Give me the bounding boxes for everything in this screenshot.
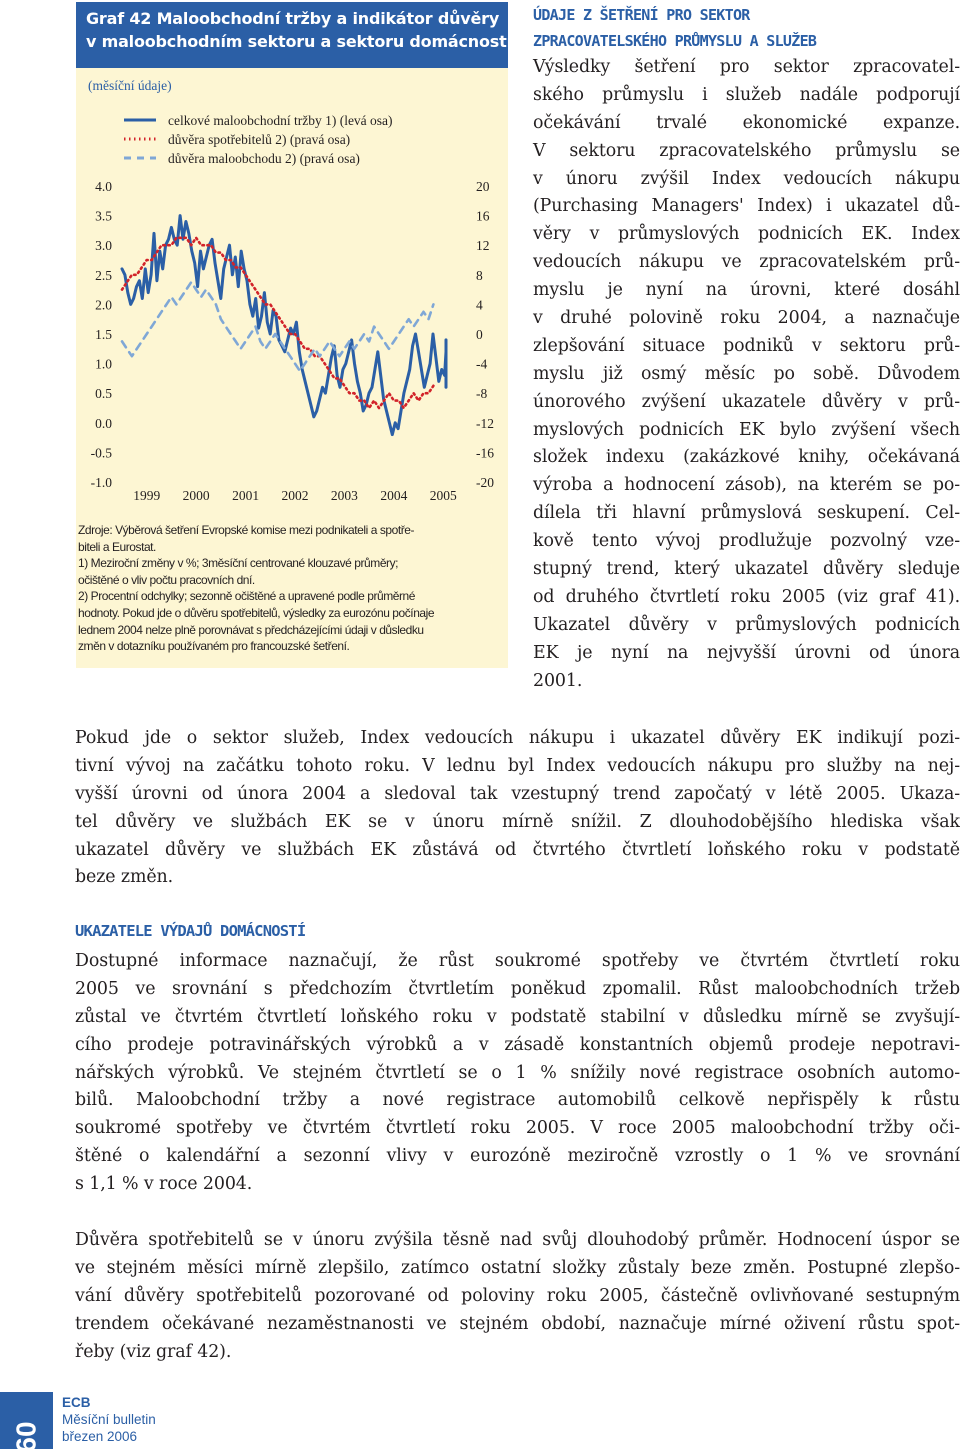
right-tick-label: 12 — [476, 238, 490, 254]
text-line: Výsledky šetření pro sektor zpracovatel- — [533, 57, 960, 77]
legend-label-2: důvěra maloobchodu 2) (pravá osa) — [168, 151, 360, 166]
x-tick-label: 2005 — [429, 488, 457, 503]
paragraph-services — [75, 725, 960, 892]
text-line: od druhého čtvrtletí roku 2005 (viz graf 41). — [533, 586, 960, 607]
right-column — [533, 2, 960, 695]
left-tick-label: 2.5 — [95, 267, 112, 283]
text-line: (Purchasing Managers' Index) i ukazatel dů- — [533, 196, 960, 217]
text-line: zůstal ve čtvrtém čtvrtletí loňského roku v podstatě stabilní v důsledku mírně se zvyšují- — [75, 1006, 960, 1027]
left-axis — [91, 179, 113, 490]
text-line: složek indexu (zakázkové knihy, očekávaná — [533, 447, 960, 468]
left-tick-label: 3.0 — [95, 238, 112, 254]
left-tick-label: 3.5 — [95, 208, 112, 224]
text-line: trendem očekávané nezaměstnanosti ve stejném období, naznačuje mírné oživení růstu spot- — [75, 1313, 960, 1334]
right-tick-label: 4 — [476, 297, 483, 313]
note-line: Zdroje: Výběrová šetření Evropské komise mezi podnikateli a spotře- — [78, 523, 415, 537]
text-line: stupný trend, který ukazatel důvěry sleduje — [533, 559, 960, 580]
page-number-tab — [0, 1392, 53, 1453]
text-line: 2005 ve srovnání s předchozím čtvrtletím poněkud zpomalil. Růst maloobchodních tržeb — [75, 978, 960, 999]
section-heading-household: UKAZATELE VÝDAJŮ DOMÁCNOSTÍ — [75, 922, 306, 940]
text-line: cího prodeje potravinářských výrobků a v zásadě konstantních objemů prodeje nepotravi- — [75, 1034, 960, 1055]
left-tick-label: 2.0 — [95, 297, 112, 313]
note-line: 1) Meziroční změny v %; 3měsíční centrované klouzavé průměry; — [78, 556, 399, 571]
text-line: věry v průmyslových podnicích EK. Index — [533, 224, 960, 245]
text-line: řeby (viz graf 42). — [75, 1341, 232, 1362]
left-tick-label: 4.0 — [95, 179, 112, 194]
text-line: dílela tři hlavní průmyslová seskupení. Cel- — [533, 503, 960, 524]
x-tick-label: 2004 — [380, 488, 408, 503]
legend-label-1: důvěra spotřebitelů 2) (pravá osa) — [168, 132, 351, 147]
text-line: myslu je nyní na úrovni, které dosáhl — [533, 280, 960, 301]
footer-publication — [62, 1394, 156, 1445]
figure-notes — [78, 522, 506, 655]
right-tick-label: -4 — [476, 356, 488, 372]
right-tick-label: 20 — [476, 179, 490, 194]
x-tick-label: 2003 — [330, 488, 358, 503]
text-line: očekávání trvalé ekonomické expanze. — [533, 112, 960, 133]
text-line: kově tento vývoj prodlužuje pozvolný vze- — [533, 531, 960, 552]
note-line: biteli a Eurostat. — [78, 539, 156, 554]
right-tick-label: -20 — [476, 475, 494, 490]
right-tick-label: -12 — [476, 415, 494, 431]
figure-title-line-2: v maloobchodním sektoru a sektoru domácností — [86, 32, 512, 51]
text-line: únorového zvýšení ukazatele důvěry v prů- — [533, 391, 960, 412]
text-line: tel důvěry ve službách EK se v únoru mírně snížil. Z dlouhodobějšího hlediska však — [75, 811, 960, 832]
text-line: v únoru zvýšil Index vedoucích nákupu — [533, 168, 960, 189]
text-line: Ukazatel důvěry v průmyslových podnicích — [533, 614, 960, 635]
text-line: beze změn. — [75, 867, 174, 888]
x-axis — [133, 488, 457, 503]
text-line: štěné o kalendářní a sezonní vlivy v eurozóně meziročně vzrostly o 1 % ve srovnání — [75, 1146, 960, 1167]
text-line: soukromé spotřeby ve čtvrtém čtvrtletí roku 2005. V roce 2005 maloobchodní tržby oči- — [75, 1118, 960, 1139]
text-line: myslových podnicích EK bylo zvýšení všech — [533, 419, 960, 440]
section-heading-line: ÚDAJE Z ŠETŘENÍ PRO SEKTOR — [533, 6, 750, 24]
series-layer — [122, 216, 446, 435]
note-line: hodnoty. Pokud jde o důvěru spotřebitelů, výsledky za eurozónu počínaje — [78, 605, 435, 620]
text-line: EK je nyní na nejvyšší úrovni od února — [533, 642, 960, 663]
text-line: nářských výrobků. Ve stejném čtvrtletí se o 1 % snížily nové registrace osobních automo- — [75, 1062, 960, 1083]
right-tick-label: -8 — [476, 386, 488, 402]
chart — [76, 102, 508, 512]
text-line: vedoucích nákupu ve zpracovatelském prů- — [533, 252, 960, 273]
text-line: Důvěra spotřebitelů se v únoru zvýšila těsně nad svůj dlouhodobý průměr. Hodnocení úspor se — [75, 1230, 960, 1250]
note-line: změn v dotazníku používaném pro francouzské šetření. — [78, 639, 350, 654]
note-line: očištěné o vliv počtu pracovních dní. — [78, 572, 255, 587]
right-tick-label: 8 — [476, 267, 483, 283]
page-number: 60 — [10, 1421, 42, 1453]
legend-label-0: celkové maloobchodní tržby 1) (levá osa) — [168, 113, 393, 128]
section-heading-line: ZPRACOVATELSKÉHO PRŮMYSLU A SLUŽEB — [533, 32, 817, 50]
text-line: V sektoru zpracovatelského průmyslu se — [533, 140, 960, 161]
footer-line: ECB — [62, 1395, 91, 1410]
text-line: ského průmyslu i služeb nadále podporují — [533, 84, 960, 105]
text-line: výroba a hodnocení zásob), na kterém se po- — [533, 475, 960, 496]
text-line: tivní vývoj na začátku tohoto roku. V lednu byl Index vedoucích nákupu pro služby na nej- — [75, 755, 960, 776]
text-line: ukazatel důvěry ve službách EK zůstává od čtvrtého čtvrtletí loňského roku v podstatě — [75, 839, 960, 860]
note-line: lednem 2004 nelze plně porovnávat s předcházejícími údaji v důsledku — [78, 622, 424, 637]
x-tick-label: 2002 — [281, 488, 309, 503]
figure-title — [76, 2, 512, 68]
right-tick-label: 16 — [476, 208, 490, 224]
text-line: 2001. — [533, 670, 583, 691]
left-tick-label: 1.5 — [95, 327, 112, 342]
right-tick-label: 0 — [476, 327, 483, 342]
text-line: vání důvěry spotřebitelů pozorované od poloviny roku 2005, částečně ovlivňované sestupným — [75, 1285, 960, 1306]
figure-graf-42 — [76, 2, 512, 668]
text-line: s 1,1 % v roce 2004. — [75, 1174, 253, 1195]
text-line: Dostupné informace naznačují, že růst soukromé spotřeby ve čtvrtém čtvrtletí roku — [75, 951, 960, 971]
chart-legend — [124, 113, 393, 166]
text-line: Pokud jde o sektor služeb, Index vedoucích nákupu i ukazatel důvěry EK indikují pozi- — [75, 728, 960, 748]
x-tick-label: 1999 — [133, 488, 161, 503]
paragraph-household-spending — [75, 948, 960, 1199]
text-line: myslu již osmý měsíc po sobě. Důvodem — [533, 363, 960, 384]
footer-line: Měsíční bulletin — [62, 1412, 156, 1427]
right-axis — [476, 179, 494, 490]
text-line: ve stejném měsíci mírně zlepšilo, zatímco ostatní složky zůstaly beze změn. Postupné zlepšo- — [75, 1257, 960, 1278]
text-line: v druhé polovině roku 2004, a naznačuje — [533, 308, 960, 329]
figure-subtitle: (měsíční údaje) — [88, 78, 172, 93]
right-column-text — [533, 54, 960, 695]
figure-title-line-1: Graf 42 Maloobchodní tržby a indikátor důvěry — [86, 9, 500, 28]
left-tick-label: 1.0 — [95, 356, 112, 372]
left-tick-label: 0.5 — [95, 386, 112, 402]
left-tick-label: 0.0 — [95, 415, 112, 431]
left-tick-label: -1.0 — [90, 475, 112, 490]
text-line: zlepšování situace podniků v sektoru prů- — [533, 335, 960, 356]
text-line: vyšší úrovni od února 2004 a sledoval tak vzestupný trend započatý v létě 2005. Ukaza- — [75, 783, 960, 804]
text-line: bilů. Maloobchodní tržby a nové registrace automobilů celkově nepřispěly k růstu — [75, 1090, 960, 1111]
section-heading-survey — [533, 2, 960, 54]
x-tick-label: 2000 — [182, 488, 210, 503]
footer-line: březen 2006 — [62, 1429, 138, 1444]
left-tick-label: -0.5 — [90, 445, 112, 461]
right-tick-label: -16 — [476, 445, 494, 461]
note-line: 2) Procentní odchylky; sezonně očištěné a upravené podle průměrné — [78, 589, 415, 604]
paragraph-consumer-confidence — [75, 1227, 960, 1366]
x-tick-label: 2001 — [232, 488, 260, 503]
